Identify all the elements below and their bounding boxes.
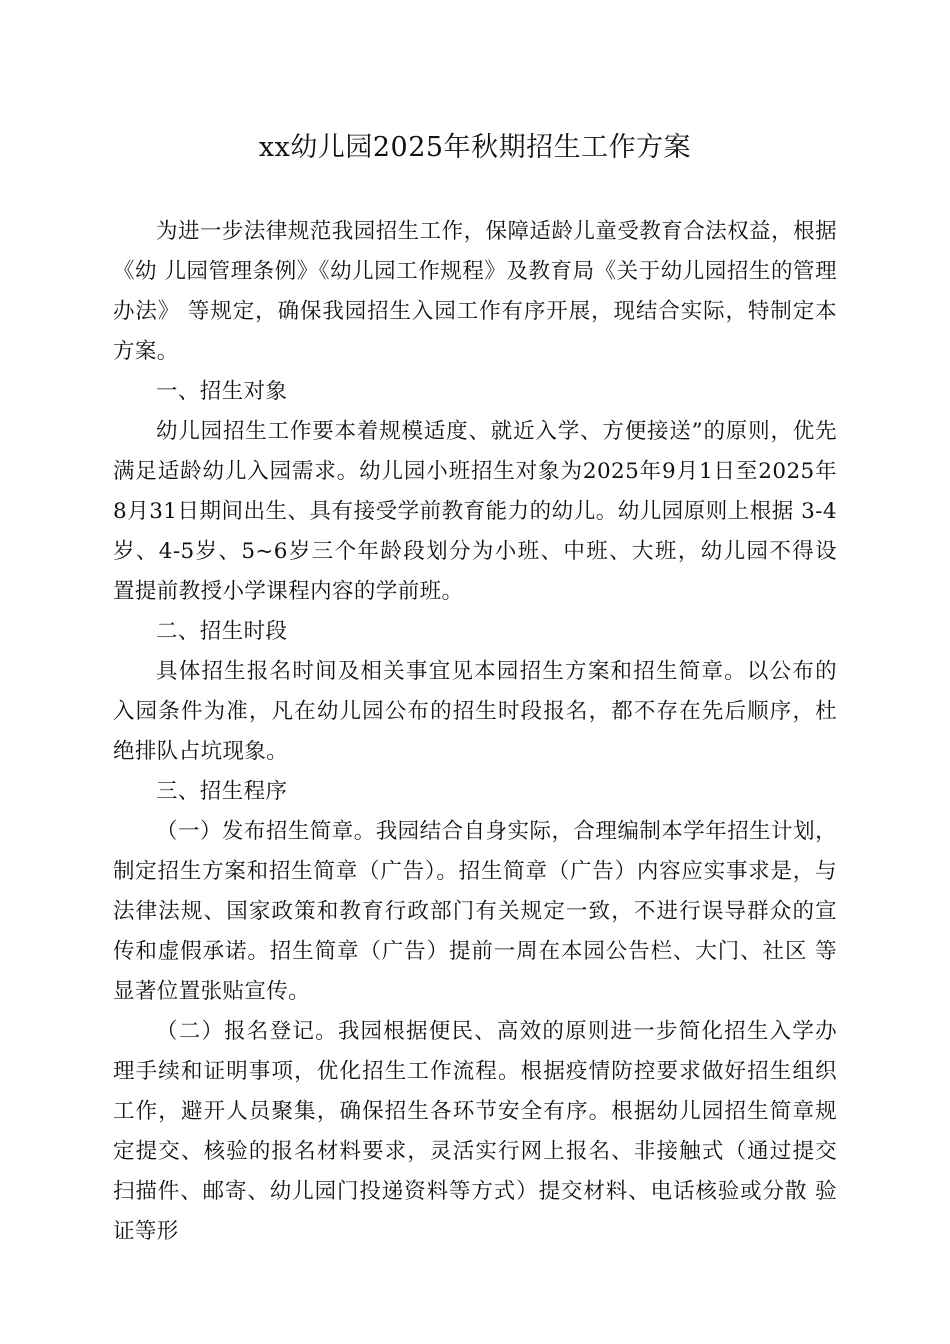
section-heading-enrollment-procedure: 三、招生程序 [156, 779, 288, 804]
enrollment-target-paragraph: 幼儿园招生工作要本着规模适度、就近入学、方便接送”的原则，优先满足适龄幼儿入园需求。幼儿园小班招生对象为2025年9月1日至2025年8月31日期间出生、具有接受学前教育能力的幼儿。幼儿园原则上根据 3-4岁、4-5岁、5~6岁三个年龄段划分为小班、中班、大班，幼儿园不得设 置提前教授小学课程内容的学前班。 [113, 419, 837, 604]
document-title: xx幼儿园2025年秋期招生工作方案 [258, 132, 692, 163]
section-heading-enrollment-period: 二、招生时段 [156, 619, 288, 644]
procedure-step-2-paragraph: （二）报名登记。我园根据便民、高效的原则进一步简化招生入学办 理手续和证明事项，优化招生工作流程。根据疫情防控要求做好招生组织 工作，避开人员聚集，确保招生各环节安全有序。根据幼儿园招生简章规 定提交、核验的报名材料要求，灵活实行网上报名、非接触式（通过提交 扫描件、邮寄、幼儿园门投递资料等方式）提交材料、电话核验或分散 验证等形 [113, 1019, 837, 1244]
intro-paragraph: 为进一步法律规范我园招生工作，保障适龄儿童受教育合法权益，根据《幼 儿园管理条例》《幼儿园工作规程》及教育局《关于幼儿园招生的管理办法》 等规定，确保我园招生入园工作有序开展，现结合实际，特制定本方案。 [113, 219, 837, 364]
document-body [113, 212, 837, 1252]
section-heading-enrollment-target: 一、招生对象 [156, 379, 288, 404]
enrollment-period-paragraph: 具体招生报名时间及相关事宜见本园招生方案和招生简章。以公布的 入园条件为准，凡在幼儿园公布的招生时段报名，都不存在先后顺序，杜 绝排队占坑现象。 [113, 659, 837, 764]
procedure-step-1-paragraph: （一）发布招生简章。我园结合自身实际，合理编制本学年招生计划，制定招生方案和招生简章（广告）。招生简章（广告）内容应实事求是，与法律法规、国家政策和教育行政部门有关规定一致，不进行误导群众的宣 传和虚假承诺。招生简章（广告）提前一周在本园公告栏、大门、社区 等显著位置张贴宣传。 [113, 819, 837, 1004]
